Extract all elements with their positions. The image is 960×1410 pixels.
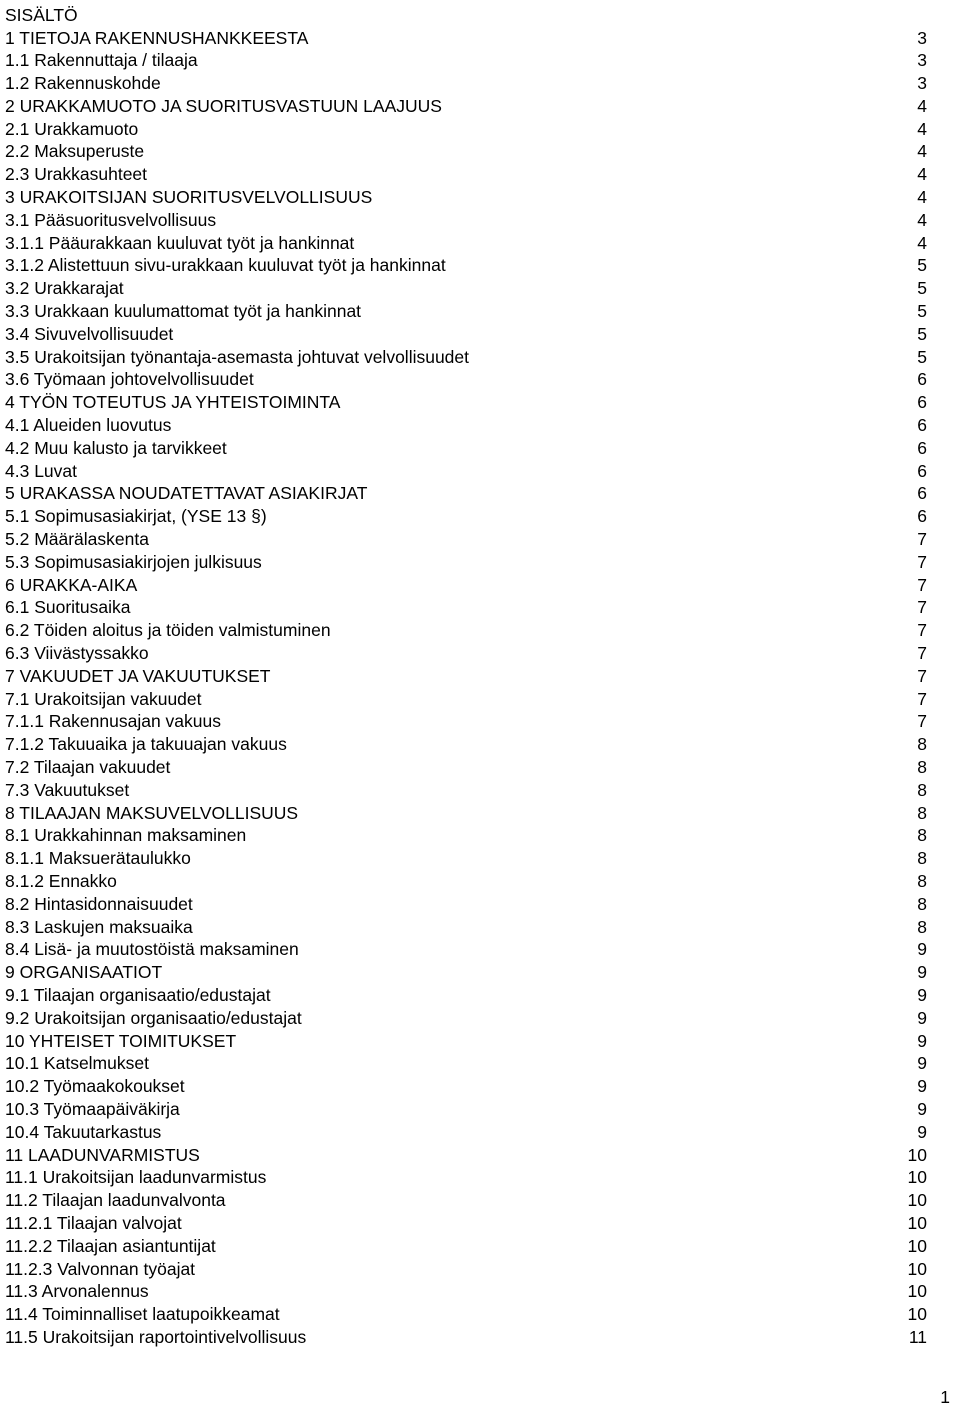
toc-entry[interactable] — [5, 391, 935, 414]
toc-entry[interactable] — [5, 528, 935, 551]
toc-entry[interactable] — [5, 1326, 935, 1349]
toc-entry-label: 2.1 Urakkamuoto — [5, 118, 139, 139]
toc-entry-page: 7 — [917, 688, 927, 709]
toc-entry[interactable] — [5, 870, 935, 893]
toc-entry-page: 9 — [917, 1007, 927, 1028]
toc-entry-page: 4 — [917, 232, 927, 253]
toc-entry-label: 8.2 Hintasidonnaisuudet — [5, 893, 193, 914]
toc-entry-page: 7 — [917, 620, 927, 641]
toc-entry-label: 6.3 Viivästyssakko — [5, 643, 149, 664]
toc-entry[interactable] — [5, 802, 935, 825]
toc-entry-page: 4 — [917, 209, 927, 230]
toc-entry-label: 4.1 Alueiden luovutus — [5, 415, 172, 436]
toc-entry-label: 5.1 Sopimusasiakirjat, (YSE 13 §) — [5, 506, 267, 527]
toc-entry[interactable] — [5, 710, 935, 733]
toc-entry-label: 7.1.1 Rakennusajan vakuus — [5, 711, 221, 732]
toc-entry-page: 8 — [917, 825, 927, 846]
toc-entry-label: 11.2.2 Tilaajan asiantuntijat — [5, 1235, 216, 1256]
toc-entry-page: 8 — [917, 734, 927, 755]
toc-entry-page: 5 — [917, 255, 927, 276]
toc-entry[interactable] — [5, 140, 935, 163]
toc-entry[interactable] — [5, 916, 935, 939]
toc-entry[interactable] — [5, 49, 935, 72]
toc-title: SISÄLTÖ — [5, 5, 78, 25]
toc-entry-page: 5 — [917, 346, 927, 367]
toc-entry-label: 10 YHTEISET TOIMITUKSET — [5, 1030, 237, 1051]
toc-entry[interactable] — [5, 1189, 935, 1212]
toc-entry[interactable] — [5, 437, 935, 460]
toc-entry-page: 5 — [917, 323, 927, 344]
toc-entry-page: 6 — [917, 483, 927, 504]
toc-entry[interactable] — [5, 893, 935, 916]
toc-entry[interactable] — [5, 1166, 935, 1189]
toc-entry[interactable] — [5, 984, 935, 1007]
toc-entry[interactable] — [5, 209, 935, 232]
toc-entry[interactable] — [5, 596, 935, 619]
toc-entry-label: 7.2 Tilaajan vakuudet — [5, 757, 171, 777]
toc-entry[interactable] — [5, 1258, 935, 1281]
toc-entry-page: 5 — [917, 301, 927, 322]
toc-entry-label: 7 VAKUUDET JA VAKUUTUKSET — [5, 665, 271, 686]
toc-entry-page: 7 — [917, 574, 927, 595]
toc-entry-label: 2.2 Maksuperuste — [5, 141, 145, 162]
toc-entry-label: 8.1.2 Ennakko — [5, 870, 117, 891]
toc-entry[interactable] — [5, 414, 935, 437]
toc-entry-label: 11.3 Arvonalennus — [5, 1281, 149, 1302]
toc-entry[interactable] — [5, 1121, 935, 1144]
toc-entry-page: 6 — [917, 506, 927, 527]
toc-entry-label: 10.1 Katselmukset — [5, 1053, 149, 1074]
toc-entry[interactable] — [5, 824, 935, 847]
toc-entry[interactable] — [5, 95, 935, 118]
toc-entry[interactable] — [5, 482, 935, 505]
toc-entry[interactable] — [5, 619, 935, 642]
toc-entry-page: 9 — [917, 939, 927, 960]
toc-entry-label: 11.4 Toiminnalliset laatupoikkeamat — [5, 1304, 280, 1325]
toc-entry-page: 8 — [917, 848, 927, 869]
toc-entry[interactable] — [5, 1075, 935, 1098]
toc-entry-label: 2.3 Urakkasuhteet — [5, 164, 148, 185]
toc-entry[interactable] — [5, 1235, 935, 1258]
table-of-contents — [5, 27, 935, 1349]
toc-entry[interactable] — [5, 505, 935, 528]
toc-entry-page: 3 — [917, 27, 927, 48]
toc-entry-page: 7 — [917, 665, 927, 686]
toc-entry[interactable] — [5, 118, 935, 141]
toc-entry-page: 7 — [917, 551, 927, 572]
toc-entry-page: 7 — [917, 643, 927, 664]
toc-entry-page: 10 — [907, 1167, 927, 1188]
toc-entry-label: 9.1 Tilaajan organisaatio/edustajat — [5, 984, 271, 1005]
toc-entry[interactable] — [5, 1303, 935, 1326]
toc-entry[interactable] — [5, 277, 935, 300]
toc-entry-label: 6.2 Töiden aloitus ja töiden valmistuminen — [5, 620, 331, 641]
toc-entry-label: 1 TIETOJA RAKENNUSHANKKEESTA — [5, 27, 309, 48]
toc-entry-page: 9 — [917, 1053, 927, 1074]
toc-entry-page: 10 — [907, 1258, 927, 1279]
toc-entry-page: 11 — [908, 1326, 927, 1347]
toc-entry-label: 5.3 Sopimusasiakirjojen julkisuus — [5, 551, 262, 572]
toc-entry[interactable] — [5, 186, 935, 209]
toc-entry-label: 3.1 Pääsuoritusvelvollisuus — [5, 209, 217, 230]
toc-entry-page: 9 — [917, 1030, 927, 1051]
toc-entry-label: 5 URAKASSA NOUDATETTAVAT ASIAKIRJAT — [5, 483, 368, 504]
toc-entry-page: 6 — [917, 415, 927, 436]
toc-entry-page: 10 — [907, 1304, 927, 1325]
toc-entry[interactable] — [5, 1144, 935, 1167]
toc-entry[interactable] — [5, 688, 935, 711]
toc-entry-label: 3.1.2 Alistettuun sivu-urakkaan kuuluvat työt ja hankinnat — [5, 255, 446, 276]
toc-entry-page: 10 — [907, 1212, 927, 1233]
toc-entry[interactable] — [5, 254, 935, 277]
toc-entry-label: 7.3 Vakuutukset — [5, 779, 130, 800]
toc-entry-page: 8 — [917, 757, 927, 777]
toc-entry-label: 7.1.2 Takuuaika ja takuuajan vakuus — [5, 734, 287, 755]
toc-entry-page: 10 — [907, 1190, 927, 1211]
toc-entry[interactable] — [5, 1030, 935, 1053]
toc-entry-page: 4 — [917, 164, 927, 185]
toc-entry-page: 6 — [917, 460, 927, 481]
toc-entry-page: 10 — [907, 1281, 927, 1302]
toc-entry-label: 10.2 Työmaakokoukset — [5, 1076, 185, 1097]
toc-entry-label: 11.2.3 Valvonnan työajat — [5, 1258, 196, 1279]
toc-entry[interactable] — [5, 163, 935, 186]
toc-entry-label: 6 URAKKA-AIKA — [5, 574, 138, 595]
toc-entry[interactable] — [5, 1280, 935, 1303]
toc-entry-label: 11.5 Urakoitsijan raportointivelvollisuus — [5, 1326, 307, 1347]
toc-entry-page: 4 — [917, 141, 927, 162]
toc-entry[interactable] — [5, 460, 935, 483]
toc-entry-page: 6 — [917, 369, 927, 390]
toc-entry-page: 9 — [917, 984, 927, 1005]
toc-entry[interactable] — [5, 847, 935, 870]
toc-entry-label: 5.2 Määrälaskenta — [5, 529, 149, 550]
toc-entry[interactable] — [5, 938, 935, 961]
toc-entry-label: 11.2.1 Tilaajan valvojat — [5, 1212, 182, 1233]
toc-entry[interactable] — [5, 27, 935, 50]
toc-entry-label: 2 URAKKAMUOTO JA SUORITUSVASTUUN LAAJUUS — [5, 95, 442, 116]
toc-entry-page: 7 — [917, 597, 927, 618]
toc-entry-label: 11 LAADUNVARMISTUS — [5, 1144, 200, 1165]
toc-entry-label: 9 ORGANISAATIOT — [5, 962, 163, 983]
toc-entry-page: 9 — [917, 1121, 927, 1142]
toc-entry-label: 3.6 Työmaan johtovelvollisuudet — [5, 369, 254, 390]
toc-entry-label: 1.1 Rakennuttaja / tilaaja — [5, 50, 198, 71]
toc-entry-label: 8.3 Laskujen maksuaika — [5, 916, 193, 937]
toc-entry-label: 10.4 Takuutarkastus — [5, 1121, 162, 1142]
toc-entry-label: 11.1 Urakoitsijan laadunvarmistus — [5, 1167, 267, 1188]
toc-entry-page: 9 — [917, 962, 927, 983]
toc-entry-page: 8 — [917, 916, 927, 937]
toc-entry-page: 5 — [917, 278, 927, 299]
toc-entry-label: 4.2 Muu kalusto ja tarvikkeet — [5, 437, 227, 458]
toc-entry[interactable] — [5, 665, 935, 688]
toc-entry[interactable] — [5, 756, 935, 779]
toc-entry-label: 10.3 Työmaapäiväkirja — [5, 1098, 180, 1119]
toc-entry[interactable] — [5, 779, 935, 802]
toc-entry-page: 7 — [917, 529, 927, 550]
toc-entry-page: 4 — [917, 187, 927, 208]
toc-entry-label: 3.2 Urakkarajat — [5, 278, 124, 299]
toc-entry-page: 6 — [917, 437, 927, 458]
toc-entry-label: 4 TYÖN TOTEUTUS JA YHTEISTOIMINTA — [5, 392, 341, 413]
page-number: 1 — [940, 1387, 950, 1407]
toc-entry[interactable] — [5, 1098, 935, 1121]
toc-entry[interactable] — [5, 1212, 935, 1235]
toc-entry[interactable] — [5, 574, 935, 597]
toc-entry-label: 6.1 Suoritusaika — [5, 597, 131, 618]
toc-entry[interactable] — [5, 1052, 935, 1075]
toc-entry[interactable] — [5, 1007, 935, 1030]
toc-entry-label: 8.1.1 Maksuerätaulukko — [5, 848, 191, 869]
toc-entry-label: 1.2 Rakennuskohde — [5, 73, 161, 94]
toc-entry-page: 8 — [917, 802, 927, 823]
toc-entry[interactable] — [5, 368, 935, 391]
toc-entry-label: 3.5 Urakoitsijan työnantaja-asemasta johtuvat velvollisuudet — [5, 346, 470, 367]
toc-entry-page: 10 — [907, 1235, 927, 1256]
toc-entry[interactable] — [5, 733, 935, 756]
toc-entry-label: 8.4 Lisä- ja muutostöistä maksaminen — [5, 939, 299, 960]
toc-entry-label: 11.2 Tilaajan laadunvalvonta — [5, 1190, 226, 1211]
toc-entry[interactable] — [5, 551, 935, 574]
toc-entry-page: 8 — [917, 870, 927, 891]
toc-entry-page: 7 — [917, 711, 927, 732]
toc-entry-label: 4.3 Luvat — [5, 460, 77, 481]
toc-entry-page: 9 — [917, 1098, 927, 1119]
toc-entry-label: 8 TILAAJAN MAKSUVELVOLLISUUS — [5, 802, 299, 823]
toc-entry-label: 8.1 Urakkahinnan maksaminen — [5, 825, 247, 846]
toc-entry-label: 9.2 Urakoitsijan organisaatio/edustajat — [5, 1007, 302, 1028]
toc-entry[interactable] — [5, 323, 935, 346]
toc-entry-page: 3 — [917, 73, 927, 94]
toc-entry-label: 3.3 Urakkaan kuulumattomat työt ja hankinnat — [5, 301, 362, 322]
toc-entry-label: 3.4 Sivuvelvollisuudet — [5, 323, 174, 344]
toc-entry-label: 3.1.1 Pääurakkaan kuuluvat työt ja hankinnat — [5, 232, 355, 253]
toc-entry-page: 10 — [907, 1144, 927, 1165]
toc-entry[interactable] — [5, 72, 935, 95]
toc-entry[interactable] — [5, 961, 935, 984]
toc-entry-page: 8 — [917, 893, 927, 914]
toc-entry-page: 4 — [917, 95, 927, 116]
toc-entry[interactable] — [5, 232, 935, 255]
toc-entry[interactable] — [5, 346, 935, 369]
toc-entry-label: 3 URAKOITSIJAN SUORITUSVELVOLLISUUS — [5, 187, 373, 208]
toc-entry-label: 7.1 Urakoitsijan vakuudet — [5, 688, 202, 709]
toc-entry-page: 3 — [917, 50, 927, 71]
toc-entry-page: 6 — [917, 392, 927, 413]
toc-entry-page: 9 — [917, 1076, 927, 1097]
toc-entry-page: 8 — [917, 779, 927, 800]
toc-entry-page: 4 — [917, 118, 927, 139]
toc-entry[interactable] — [5, 642, 935, 665]
toc-entry[interactable] — [5, 300, 935, 323]
